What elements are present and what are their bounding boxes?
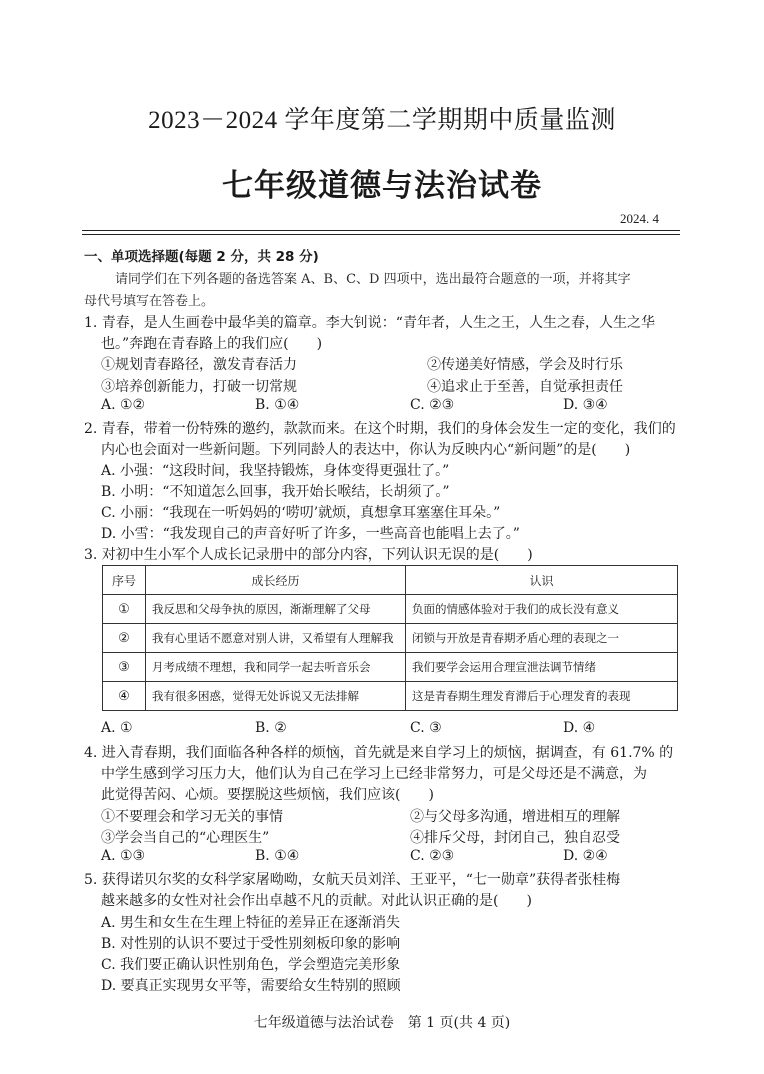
q5-option-c: C. 我们要正确认识性别角色，学会塑造完美形象 xyxy=(101,957,401,973)
q1-statement-2: ②传递美好情感，学会及时行乐 xyxy=(427,357,623,373)
table-header-understanding: 认识 xyxy=(406,566,678,595)
q4-option-d: D. ②④ xyxy=(563,848,608,864)
table-cell-experience: 我有很多困惑，觉得无处诉说又无法排解 xyxy=(146,682,406,711)
exam-paper-title: 七年级道德与法治试卷 xyxy=(222,168,542,204)
header-rule-thin xyxy=(82,234,680,235)
table-cell-experience: 我反思和父母争执的原因，渐渐理解了父母 xyxy=(146,595,406,624)
q3-stem: 3. 对初中生小军个人成长记录册中的部分内容，下列认识无误的是( ) xyxy=(84,547,533,563)
table-cell-understanding: 这是青春期生理发育滞后于心理发育的表现 xyxy=(406,682,678,711)
q2-option-d: D. 小雪：“我发现自己的声音好听了许多，一些高音也能唱上去了。” xyxy=(101,526,520,542)
q4-stem-line-2: 中学生感到学习压力大，他们认为自己在学习上已经非常努力，可是父母还是不满意，为 xyxy=(101,766,647,782)
table-cell-understanding: 闭锁与开放是青春期矛盾心理的表现之一 xyxy=(406,624,678,653)
growth-record-table xyxy=(102,565,678,711)
exam-period-title: 2023－2024 学年度第二学期期中质量监测 xyxy=(148,107,616,134)
q1-option-b: B. ①④ xyxy=(255,397,300,413)
table-row xyxy=(103,624,678,653)
q2-option-b: B. 小明：“不知道怎么回事，我开始长喉结，长胡须了。” xyxy=(101,484,450,500)
q1-stem-line-1: 1. 青春，是人生画卷中最华美的篇章。李大钊说：“青年者，人生之王，人生之春，人生之华 xyxy=(84,315,655,331)
table-cell-understanding: 我们要学会运用合理宣泄法调节情绪 xyxy=(406,653,678,682)
table-cell-number: ③ xyxy=(103,653,146,682)
q4-statement-4: ④排斥父母，封闭自己，独自忍受 xyxy=(410,830,620,846)
instruction-line-2: 母代号填写在答卷上。 xyxy=(84,294,215,309)
q1-option-a: A. ①② xyxy=(101,397,146,413)
q5-option-a: A. 男生和女生在生理上特征的差异正在逐渐消失 xyxy=(101,915,401,931)
section-heading: 一、单项选择题(每题 2 分，共 28 分) xyxy=(84,249,319,265)
q3-option-a: A. ① xyxy=(101,720,133,736)
table-header-experience: 成长经历 xyxy=(146,566,406,595)
q1-statement-1: ①规划青春路径，激发青春活力 xyxy=(101,357,297,373)
q3-option-d: D. ④ xyxy=(563,720,596,736)
table-cell-number: ④ xyxy=(103,682,146,711)
table-row xyxy=(103,653,678,682)
q2-stem-line-2: 内心也会面对一些新问题。下列同龄人的表达中，你认为反映内心“新问题”的是( ) xyxy=(101,442,631,458)
q5-option-d: D. 要真正实现男女平等，需要给女生特别的照顾 xyxy=(101,978,401,994)
table-cell-number: ② xyxy=(103,624,146,653)
instruction-line-1: 请同学们在下列各题的备选答案 A、B、C、D 四项中，选出最符合题意的一项，并将其字 xyxy=(115,272,631,287)
q4-statement-1: ①不要理会和学习无关的事情 xyxy=(101,809,283,825)
header-rule-thick xyxy=(82,230,680,231)
q4-option-a: A. ①③ xyxy=(101,848,146,864)
q1-option-d: D. ③④ xyxy=(563,397,608,413)
q4-stem-line-1: 4. 进入青春期，我们面临各种各样的烦恼，首先就是来自学习上的烦恼，据调查，有 61.7% 的 xyxy=(84,745,674,761)
q4-stem-line-3: 此觉得苦闷、心烦。要摆脱这些烦恼，我们应该( ) xyxy=(101,787,434,803)
table-header-number: 序号 xyxy=(103,566,146,595)
q3-option-c: C. ③ xyxy=(410,720,442,736)
q4-option-b: B. ①④ xyxy=(255,848,300,864)
exam-date: 2024. 4 xyxy=(620,211,659,226)
q5-stem-line-2: 越来越多的女性对社会作出卓越不凡的贡献。对此认识正确的是( ) xyxy=(101,893,532,909)
q4-statement-2: ②与父母多沟通，增进相互的理解 xyxy=(410,809,620,825)
q2-option-a: A. 小强：“这段时间，我坚持锻炼，身体变得更强壮了。” xyxy=(101,463,450,479)
q1-option-c: C. ②③ xyxy=(410,397,455,413)
table-cell-understanding: 负面的情感体验对于我们的成长没有意义 xyxy=(406,595,678,624)
q3-option-b: B. ② xyxy=(255,720,287,736)
q4-option-c: C. ②③ xyxy=(410,848,455,864)
table-cell-experience: 月考成绩不理想，我和同学一起去听音乐会 xyxy=(146,653,406,682)
table-cell-number: ① xyxy=(103,595,146,624)
q5-option-b: B. 对性别的认识不要过于受性别刻板印象的影响 xyxy=(101,936,401,952)
table-cell-experience: 我有心里话不愿意对别人讲，又希望有人理解我 xyxy=(146,624,406,653)
q4-statement-3: ③学会当自己的“心理医生” xyxy=(101,830,270,846)
table-header-row xyxy=(103,566,678,595)
q2-stem-line-1: 2. 青春，带着一份特殊的邀约，款款而来。在这个时期，我们的身体会发生一定的变化，我们的 xyxy=(84,421,676,437)
q1-statement-4: ④追求止于至善，自觉承担责任 xyxy=(427,379,623,395)
q2-option-c: C. 小丽：“我现在一听妈妈的‘唠叨’就烦，真想拿耳塞塞住耳朵。” xyxy=(101,505,501,521)
q1-statement-3: ③培养创新能力，打破一切常规 xyxy=(101,379,297,395)
q5-stem-line-1: 5. 获得诺贝尔奖的女科学家屠呦呦，女航天员刘洋、王亚平，“七一勋章”获得者张桂梅 xyxy=(84,872,621,888)
table-row xyxy=(103,682,678,711)
table-row xyxy=(103,595,678,624)
q1-stem-line-2: 也。”奔跑在青春路上的我们应( ) xyxy=(101,336,323,352)
page-footer: 七年级道德与法治试卷 第 1 页(共 4 页) xyxy=(253,1015,511,1031)
